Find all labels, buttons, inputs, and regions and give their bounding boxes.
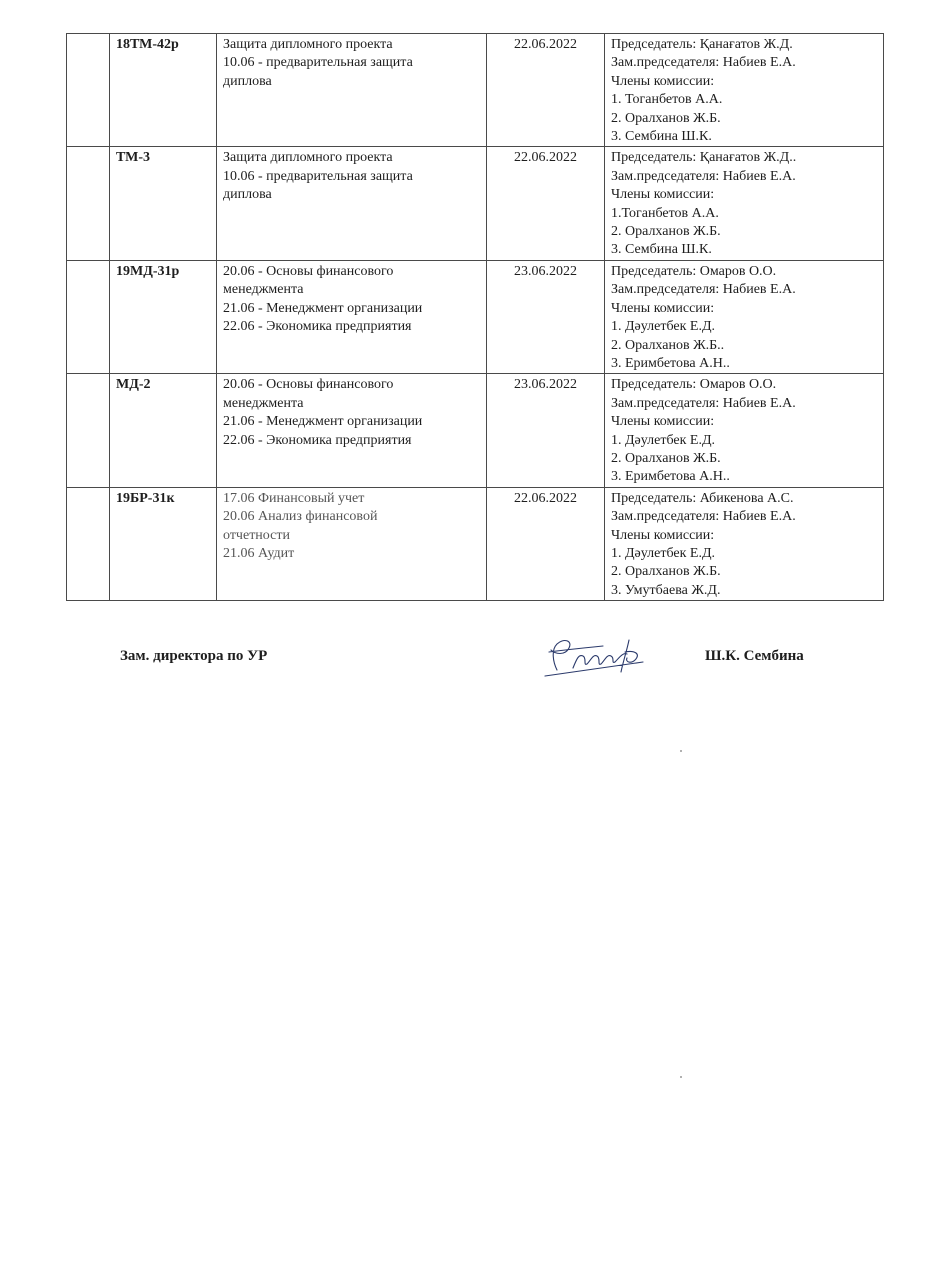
commission-cell [605, 487, 884, 600]
commission-line: 1. Дәулетбек Е.Д. [611, 545, 716, 561]
commission-cell [605, 374, 884, 487]
exams-cell [217, 374, 487, 487]
commission-cell [605, 34, 884, 147]
row-number-cell [67, 147, 110, 260]
commission-line: Члены комиссии: [611, 414, 715, 430]
commission-line: Председатель: Абикенова А.С. [611, 490, 794, 506]
commission-line: Члены комиссии: [611, 527, 715, 543]
commission-cell [605, 260, 884, 373]
group-cell: 19МД-31р [110, 260, 217, 373]
exam-line: диплова [223, 73, 272, 89]
exam-line: Защита дипломного проекта [223, 37, 393, 52]
commission-line: Члены комиссии: [611, 187, 715, 203]
commission-line: 2. Оралханов Ж.Б. [611, 224, 721, 240]
exam-line: 20.06 - Основы финансового [223, 263, 394, 279]
exam-line: менеджмента [223, 282, 304, 298]
commission-line: 3. Еримбетова А.Н.. [611, 469, 730, 485]
commission-line: Председатель: Омаров О.О. [611, 263, 777, 279]
commission-line: Председатель: Қанағатов Ж.Д. [611, 37, 793, 52]
signature-mark [543, 632, 653, 678]
group-cell: 18ТМ-42р [110, 34, 217, 147]
table-row [67, 34, 884, 147]
table-body [67, 34, 884, 601]
table-row [67, 147, 884, 260]
commission-line: 3. Сембина Ш.К. [611, 129, 712, 145]
scan-speck [680, 1076, 682, 1078]
commission-cell [605, 147, 884, 260]
commission-line: 1.Тоганбетов А.А. [611, 205, 719, 221]
row-number-cell [67, 260, 110, 373]
exam-line: 20.06 - Основы финансового [223, 377, 394, 393]
exam-line: 10.06 - предварительная защита [223, 168, 413, 184]
date-cell: 22.06.2022 [487, 487, 605, 600]
group-cell: ТМ-3 [110, 147, 217, 260]
commission-line: Зам.председателя: Набиев Е.А. [611, 509, 796, 525]
exam-line: 10.06 - предварительная защита [223, 55, 413, 71]
table-row [67, 260, 884, 373]
commission-line: Зам.председателя: Набиев Е.А. [611, 55, 796, 71]
footer-position-label: Зам. директора по УР [120, 648, 268, 664]
exam-line: отчетности [223, 527, 290, 543]
row-number-cell [67, 34, 110, 147]
commission-line: 3. Умутбаева Ж.Д. [611, 582, 721, 598]
exam-line: 21.06 - Менеджмент организации [223, 414, 423, 430]
date-cell: 22.06.2022 [487, 147, 605, 260]
signatory-name: Ш.К. Сембина [705, 648, 804, 664]
scan-speck [680, 750, 682, 752]
exam-line: диплова [223, 187, 272, 203]
commission-line: Зам.председателя: Набиев Е.А. [611, 395, 796, 411]
commission-line: 3. Еримбетова А.Н.. [611, 355, 730, 371]
exam-line: 20.06 Анализ финансовой [223, 509, 378, 525]
exam-line: Защита дипломного проекта [223, 150, 393, 166]
commission-line: Председатель: Қанағатов Ж.Д.. [611, 150, 797, 166]
group-cell: МД-2 [110, 374, 217, 487]
exam-line: 21.06 Аудит [223, 545, 295, 561]
row-number-cell [67, 374, 110, 487]
exams-cell [217, 487, 487, 600]
commission-line: 1. Тоганбетов А.А. [611, 92, 723, 108]
row-number-cell [67, 487, 110, 600]
exam-line: менеджмента [223, 395, 304, 411]
exam-line: 17.06 Финансовый учет [223, 490, 365, 506]
exam-line: 21.06 - Менеджмент организации [223, 300, 423, 316]
table-row [67, 487, 884, 600]
commission-line: 3. Сембина Ш.К. [611, 242, 712, 258]
exam-line: 22.06 - Экономика предприятия [223, 432, 412, 448]
date-cell: 23.06.2022 [487, 374, 605, 487]
commission-line: Зам.председателя: Набиев Е.А. [611, 168, 796, 184]
commission-line: Члены комиссии: [611, 300, 715, 316]
exams-cell [217, 260, 487, 373]
exam-schedule-table [66, 33, 884, 601]
commission-line: 2. Оралханов Ж.Б. [611, 450, 721, 466]
table-row [67, 374, 884, 487]
date-cell: 22.06.2022 [487, 34, 605, 147]
commission-line: 2. Оралханов Ж.Б. [611, 110, 721, 126]
commission-line: 1. Дәулетбек Е.Д. [611, 319, 716, 335]
date-cell: 23.06.2022 [487, 260, 605, 373]
commission-line: 1. Дәулетбек Е.Д. [611, 432, 716, 448]
group-cell: 19БР-31к [110, 487, 217, 600]
commission-line: Председатель: Омаров О.О. [611, 377, 777, 393]
commission-line: 2. Оралханов Ж.Б.. [611, 337, 725, 353]
commission-line: 2. Оралханов Ж.Б. [611, 564, 721, 580]
commission-line: Члены комиссии: [611, 73, 715, 89]
exam-line: 22.06 - Экономика предприятия [223, 319, 412, 335]
exams-cell [217, 147, 487, 260]
exams-cell [217, 34, 487, 147]
commission-line: Зам.председателя: Набиев Е.А. [611, 282, 796, 298]
